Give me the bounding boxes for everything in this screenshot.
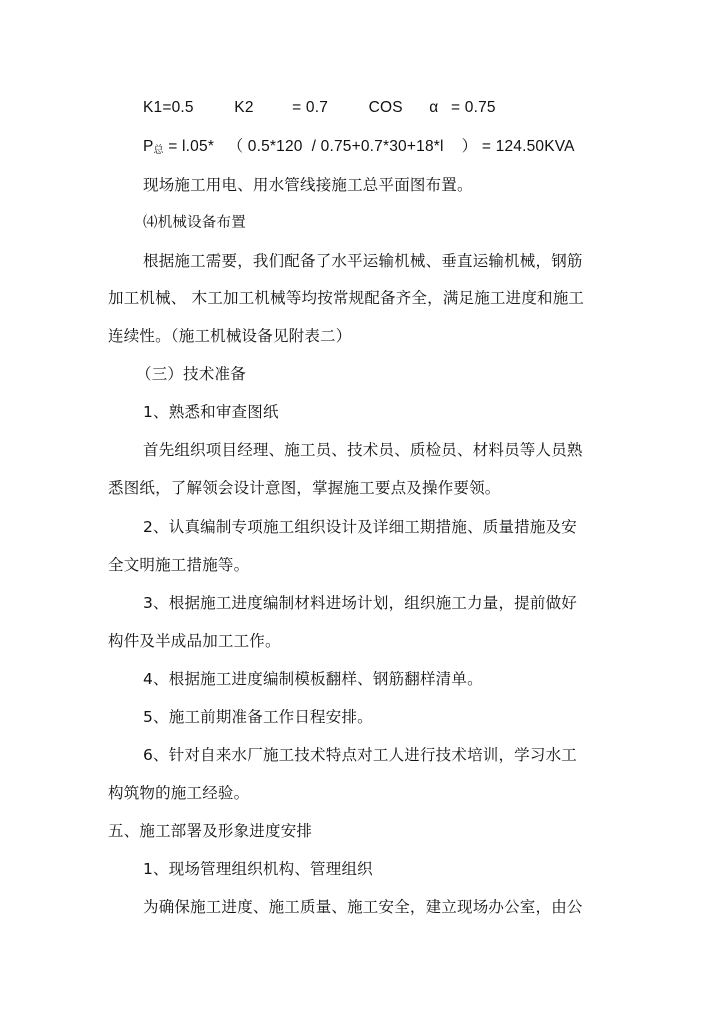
k2-value: = 0.7	[292, 99, 329, 116]
section-heading: ⑷机械设备布置	[143, 215, 246, 231]
list-item: 3、根据施工进度编制材料进场计划，组织施工力量，提前做好	[143, 594, 577, 612]
list-item: 5、施工前期准备工作日程安排。	[143, 708, 373, 726]
list-item: 1、现场管理组织机构、管理组织	[143, 860, 373, 878]
paragraph-line: 连续性。（施工机械设备见附表二）	[108, 327, 352, 345]
paragraph-line: 根据施工需要，我们配备了水平运输机械、垂直运输机械，钢筋	[143, 252, 583, 270]
alpha-symbol: α	[429, 99, 439, 116]
paragraph-line: 加工机械、 木工加工机械等均按常规配备齐全，满足施工进度和施工	[108, 289, 585, 307]
section-heading: 五、施工部署及形象进度安排	[108, 822, 313, 840]
k1-value: K1=0.5	[143, 99, 194, 116]
section-heading: （三）技术准备	[136, 365, 246, 383]
paragraph-line: 构件及半成品加工工作。	[108, 632, 281, 650]
formula-line-coefficients	[143, 97, 496, 119]
power-subscript: 总	[153, 145, 164, 156]
paragraph-line: 构筑物的施工经验。	[108, 784, 250, 802]
cos-label: COS	[368, 99, 403, 116]
k2-label: K2	[234, 99, 254, 116]
list-item: 2、认真编制专项施工组织设计及详细工期措施、质量措施及安	[143, 518, 577, 536]
paragraph-line: 悉图纸，了解领会设计意图，掌握施工要点及操作要领。	[108, 479, 501, 497]
paragraph-line: 首先组织项目经理、施工员、技术员、质检员、材料员等人员熟	[143, 441, 583, 459]
alpha-value: = 0.75	[450, 99, 496, 116]
paragraph-line: 为确保施工进度、施工质量、施工安全，建立现场办公室，由公	[143, 898, 583, 916]
list-item: 6、针对自来水厂施工技术特点对工人进行技术培训，学习水工	[143, 746, 577, 764]
formula-line-power	[143, 136, 575, 162]
paragraph-line: 现场施工用电、用水管线接施工总平面图布置。	[143, 176, 473, 194]
power-formula: = l.05* （ 0.5*120 / 0.75+0.7*30+18*l ） = 124.50KVA	[168, 138, 575, 155]
list-item: 4、根据施工进度编制模板翻样、钢筋翻样清单。	[143, 670, 483, 688]
list-item: 1、熟悉和审查图纸	[143, 403, 279, 421]
power-symbol: P	[143, 138, 154, 155]
paragraph-line: 全文明施工措施等。	[108, 556, 250, 574]
